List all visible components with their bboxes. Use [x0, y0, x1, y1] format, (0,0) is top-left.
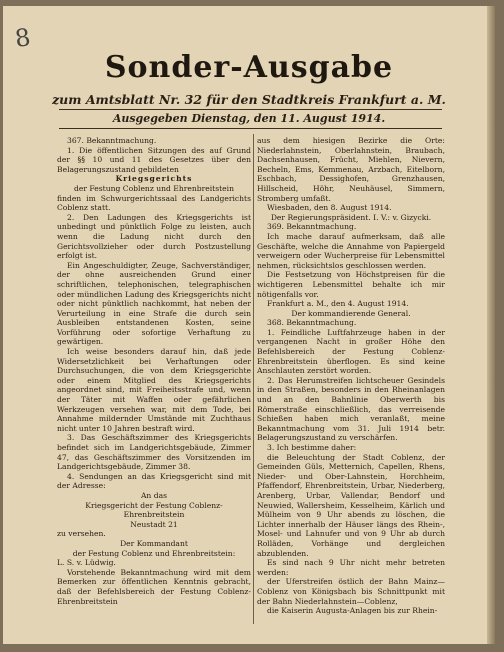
left-column-paragraph: An das [140, 490, 168, 500]
right-column-paragraph: aus dem hiesigen Bezirke die Orte: Niederlahnstein, Oberlahnstein, Braubach, Dachsenhausen, Frücht, Miehlen, Nievern, Becheln, Ems, Kemmenau, Arzbach, Eitelborn, Eschbach, Dessighofen, Grenzhausen, Hillscheid, Höhr, Neuhäusel, Simmern, Stromberg umfaßt. [257, 136, 445, 203]
right-column-paragraph: der Uferstreifen östlich der Bahn Mainz—Coblenz von Königsbach bis Schnittpunkt mit der Bahn Niederlahnstein—Coblenz, [257, 577, 445, 606]
left-column-paragraph: der Festung Coblenz und Ehrenbreitstein: [72, 548, 236, 558]
left-column-paragraph: 4. Sendungen an das Kriegsgericht sind mit der Adresse: [57, 471, 251, 491]
document-subtitle: zum Amtsblatt Nr. 32 für den Stadtkreis Frankfurt a. M. [52, 92, 446, 107]
left-column-paragraph: L. S. v. Lüdwig. [57, 558, 116, 568]
right-column-paragraph: 1. Feindliche Luftfahrzeuge haben in der vergangenen Nacht in großer Höhe den Befehlsbereich der Festung Coblenz-Ehrenbreitstein überflogen. Es sind keine Anschlauten zerstört worden. [257, 327, 445, 376]
left-column-paragraph: zu versehen. [57, 529, 106, 539]
right-column-paragraph: Der kommandierende General. [291, 308, 411, 318]
right-column-paragraph: die Kaiserin Augusta-Anlagen bis zur Rhein- [267, 606, 438, 616]
right-column-paragraph: 3. Ich bestimme daher: [267, 443, 357, 452]
right-column-paragraph: Der Regierungspräsident. I. V.: v. Gizycki. [270, 212, 432, 222]
left-column-paragraph: 1. Die öffentlichen Sitzungen des auf Grund der §§ 10 und 11 des Gesetzes über den Belagerungszustand gebildeten [57, 145, 251, 174]
left-column-paragraph: Vorstehende Bekanntmachung wird mit dem Bemerken zur öffentlichen Kenntnis gebracht, daß der Befehlsbereich der Festung Coblenz-Ehrenbreitstein [57, 567, 251, 606]
left-column-paragraph: finden im Schwurgerichtssaal des Landgerichts Coblenz statt. [57, 193, 251, 213]
right-column-paragraph: Wiesbaden, den 8. August 1914. [267, 203, 392, 213]
dateline: Ausgegeben Dienstag, den 11. August 1914. [112, 112, 386, 125]
right-column-paragraph: 2. Das Herumstreifen lichtscheuer Gesindels in den Straßen, besonders in den Rheinanlagen und an den Bahnlinie Oberwerth bis Römerstraße einschließlich, das verreisende Schießen haben mich veranlaßt, meine Bekanntmachung vom 31. Juli 1914 betr. Belagerungszustand zu verschärfen. [257, 375, 445, 443]
right-column-paragraph: 369. Bekanntmachung. [267, 222, 357, 232]
left-column-paragraph: der Festung Coblenz und Ehrenbreitstein [74, 183, 234, 193]
column-divider [253, 134, 254, 624]
left-column-paragraph: 3. Das Geschäftszimmer des Kriegsgerichts befindet sich im Landgerichtsgebäude, Zimmer 47, das Geschäftszimmer des Vorsitzenden im Landgerichtsgebäude, Zimmer 38. [57, 433, 251, 472]
document-page [3, 6, 495, 644]
left-column-paragraph: Neustadt 21 [130, 519, 178, 529]
right-column-paragraph: Es sind nach 9 Uhr nicht mehr betreten werden: [257, 558, 445, 577]
right-column-paragraph: die Beleuchtung der Stadt Coblenz, der Gemeinden Güls, Metternich, Capellen, Rhens, Nieder- und Ober-Lahnstein, Horchheim, Pfaffendorf, Ehrenbreitstein, Urbar, Niederberg, Arenberg, Urbar, Vallendar, Bendorf und Neuwied, Wallersheim, Kesselheim, Kärlich und Mülheim von 9 Uhr abends zu löschen, die Lichter innerhalb der Häuser längs des Rhein-, Mosel- und Lahnufer und von 9 Uhr ab durch Rolläden, Vorhänge und dergleichen abzublenden. [257, 452, 445, 558]
left-column-paragraph: Ich weise besonders darauf hin, daß jede Widersetzlichkeit bei Verhaftungen oder Durchsuchungen, die von dem Kriegsgerichte oder einem Mitglied des Kriegsgerichts angeordnet sind, mit Freiheitsstrafe und, wenn der Täter mit Waffen oder gefährlichen Werkzeugen versehen war, mit dem Tode, bei Annahme mildernder Umstände mit Zuchthaus nicht unter 10 Jahren bestraft wird. [57, 347, 251, 433]
corner-mark: 8 [13, 23, 33, 53]
right-column-paragraph: Frankfurt a. M., den 4. August 1914. [267, 299, 409, 309]
left-column-paragraph: Kriegsgericht der Festung Coblenz-Ehrenbreitstein [85, 500, 223, 520]
left-column [57, 136, 251, 606]
document-title: Sonder-Ausgabe [104, 50, 394, 85]
right-column [257, 136, 445, 616]
left-column-paragraph: Der Kommandant [120, 538, 188, 548]
left-column-paragraph: 2. Den Ladungen des Kriegsgerichts ist unbedingt und pünktlich Folge zu leisten, auch wenn die Ladung nicht durch den Gerichtsvollzieher oder durch Postzustellung erfolgt ist. [57, 212, 251, 261]
header-rule-top [59, 109, 442, 110]
header-rule-bottom [59, 128, 442, 129]
right-column-paragraph: 368. Bekanntmachung. [267, 318, 357, 328]
left-column-paragraph: Kriegsgerichts [115, 174, 193, 184]
left-column-paragraph: 367. Bekanntmachung. [67, 136, 157, 145]
left-column-paragraph: Ein Angeschuldigter, Zeuge, Sachverständiger, der ohne ausreichenden Grund einer schriftlichen, telephonischen, telegraphischen oder mündlichen Ladung des Kriegsgerichts nicht oder nicht pünktlich nachkommt, hat neben der Verurteilung in eine Strafe die durch sein Ausbleiben entstandenen Kosten, seine Vorführung oder sofortige Verhaftung zu gewärtigen. [57, 260, 251, 347]
right-column-paragraph: Die Festsetzung von Höchstpreisen für die wichtigeren Lebensmittel behalte ich mir nötigenfalls vor. [257, 270, 445, 299]
right-column-paragraph: Ich mache darauf aufmerksam, daß alle Geschäfte, welche die Annahme von Papiergeld verweigern oder Wucherpreise für Lebensmittel nehmen, rücksichtslos geschlossen werden. [257, 231, 445, 270]
